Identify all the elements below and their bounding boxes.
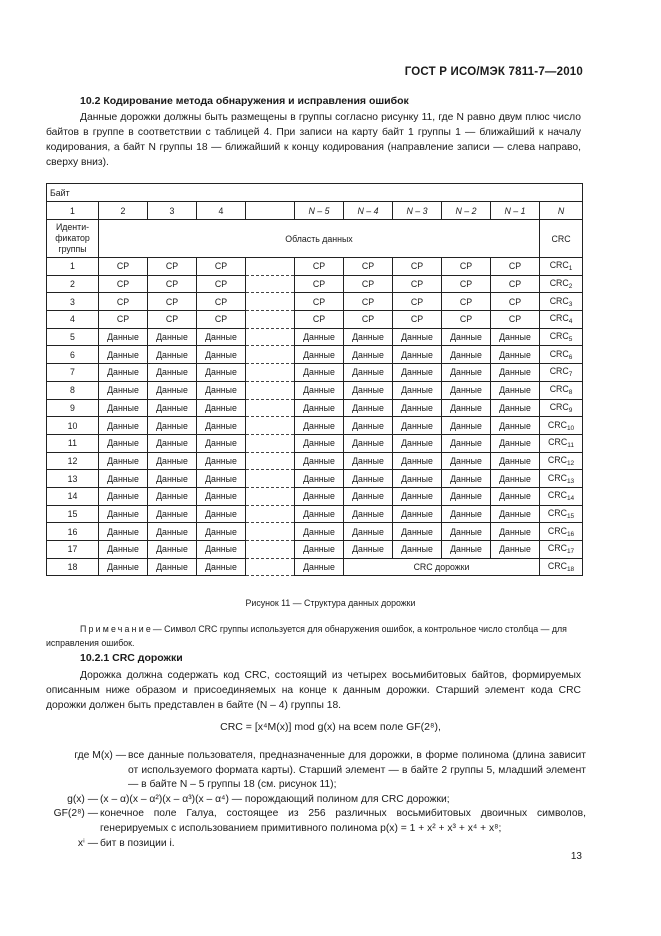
group-id: 4: [47, 311, 99, 329]
data-cell: CP: [197, 258, 246, 276]
gap-cell: [246, 434, 295, 452]
data-cell: Данные: [295, 364, 344, 382]
data-cell: Данные: [393, 487, 442, 505]
data-cell: CP: [393, 258, 442, 276]
crc-cell: $CRC_{16}$: [540, 523, 583, 541]
gap-cell: [246, 541, 295, 559]
table-row: [47, 258, 583, 276]
crc-subscript: 12: [566, 459, 575, 467]
data-cell: Данные: [197, 434, 246, 452]
definition-text: все данные пользователя, предназначенные для дорожки, в форме полинома (длина зависит от используемого формата карты). Старший элемент — в байте 2 группы 5, младший элемент — в байте N – 5 группы 18 (см. рисунок 11);: [128, 750, 586, 791]
data-cell: Данные: [491, 452, 540, 470]
column-header: N – 1: [491, 202, 540, 220]
group-id: 13: [47, 470, 99, 488]
data-cell: Данные: [99, 328, 148, 346]
data-cell: CP: [491, 275, 540, 293]
data-cell: Данные: [148, 417, 197, 435]
data-cell: CP: [295, 293, 344, 311]
data-cell: CP: [99, 275, 148, 293]
table-row: [47, 558, 583, 576]
byte-header: Байт: [47, 184, 583, 202]
data-cell: Данные: [344, 541, 393, 559]
data-cell: CP: [344, 275, 393, 293]
data-cell: CP: [442, 311, 491, 329]
group-id: 12: [47, 452, 99, 470]
gap-cell: [246, 470, 295, 488]
figure-note: Примечание— Символ CRC группы используется для обнаружения ошибок, а контрольное число столбца — для исправления ошибок.: [46, 624, 567, 648]
table-row: [47, 202, 583, 220]
crc-cell: $CRC_6$: [540, 346, 583, 364]
definition-item: [46, 837, 586, 852]
data-cell: Данные: [148, 487, 197, 505]
data-cell: Данные: [99, 541, 148, 559]
data-cell: CP: [295, 275, 344, 293]
data-cell: Данные: [99, 487, 148, 505]
gap-cell: [246, 417, 295, 435]
crc-cell: $CRC_4$: [540, 311, 583, 329]
data-cell: Данные: [442, 328, 491, 346]
group-id-header: Иденти- фикатор группы: [47, 220, 99, 258]
gap-cell: [246, 328, 295, 346]
data-cell: Данные: [491, 523, 540, 541]
group-id: 9: [47, 399, 99, 417]
data-cell: Данные: [99, 452, 148, 470]
data-cell: Данные: [344, 434, 393, 452]
data-cell: Данные: [491, 434, 540, 452]
data-cell: Данные: [491, 399, 540, 417]
gap-cell: [246, 346, 295, 364]
gap-cell: [246, 258, 295, 276]
data-cell: Данные: [344, 487, 393, 505]
data-cell: Данные: [197, 487, 246, 505]
data-cell: Данные: [491, 541, 540, 559]
column-header: N – 4: [344, 202, 393, 220]
gap-cell: [246, 364, 295, 382]
data-cell: CP: [442, 258, 491, 276]
crc-cell: $CRC_{12}$: [540, 452, 583, 470]
group-id: 3: [47, 293, 99, 311]
data-cell: Данные: [148, 523, 197, 541]
table-row: [47, 275, 583, 293]
data-cell: Данные: [491, 505, 540, 523]
column-header: 2: [99, 202, 148, 220]
crc-cell: $CRC_{14}$: [540, 487, 583, 505]
group-id: 15: [47, 505, 99, 523]
table-row: [47, 434, 583, 452]
data-cell: Данные: [344, 328, 393, 346]
data-cell: CP: [344, 293, 393, 311]
crc-subscript: 11: [567, 442, 574, 450]
data-cell: Данные: [491, 328, 540, 346]
definition-text: бит в позиции i.: [100, 837, 175, 849]
crc-subscript: 3: [568, 300, 573, 308]
data-cell: Данные: [344, 381, 393, 399]
crc-subscript: 2: [568, 283, 573, 291]
data-cell: Данные: [491, 417, 540, 435]
track-crc-cell: CRC дорожки: [344, 558, 540, 576]
data-cell: Данные: [295, 328, 344, 346]
data-cell: Данные: [442, 364, 491, 382]
document-id: ГОСТ Р ИСО/МЭК 7811-7—2010: [404, 66, 583, 78]
data-cell: Данные: [99, 346, 148, 364]
table-row: [47, 541, 583, 559]
gap-cell: [246, 558, 295, 576]
data-cell: Данные: [344, 470, 393, 488]
data-cell: Данные: [393, 541, 442, 559]
data-cell: Данные: [148, 505, 197, 523]
subsection-title: 10.2.1 CRC дорожки: [80, 652, 183, 664]
crc-subscript: 7: [568, 371, 573, 379]
data-cell: Данные: [393, 505, 442, 523]
group-id: 1: [47, 258, 99, 276]
data-cell: Данные: [393, 364, 442, 382]
crc-cell: $CRC_7$: [540, 364, 583, 382]
crc-cell: $CRC_8$: [540, 381, 583, 399]
data-cell: Данные: [442, 470, 491, 488]
data-cell: CP: [344, 258, 393, 276]
data-cell: Данные: [344, 399, 393, 417]
data-cell: Данные: [197, 417, 246, 435]
group-id: 14: [47, 487, 99, 505]
data-cell: CP: [393, 275, 442, 293]
group-id: 5: [47, 328, 99, 346]
gap-cell: [246, 293, 295, 311]
data-cell: Данные: [344, 523, 393, 541]
table-row: [47, 346, 583, 364]
definition-term: GF(2⁸) —: [53, 808, 98, 820]
table-row: [47, 417, 583, 435]
data-cell: Данные: [442, 487, 491, 505]
gap-cell: [246, 523, 295, 541]
data-cell: Данные: [99, 417, 148, 435]
data-cell: Данные: [442, 505, 491, 523]
data-cell: Данные: [344, 346, 393, 364]
table-row: [47, 470, 583, 488]
group-id: 10: [47, 417, 99, 435]
crc-subscript: 8: [568, 389, 573, 397]
data-cell: Данные: [344, 364, 393, 382]
crc-subscript: 13: [566, 477, 575, 485]
column-header: N – 5: [295, 202, 344, 220]
data-cell: CP: [344, 311, 393, 329]
data-cell: Данные: [197, 381, 246, 399]
data-cell: CP: [148, 258, 197, 276]
data-cell: Данные: [197, 505, 246, 523]
data-cell: Данные: [148, 541, 197, 559]
data-cell: CP: [99, 293, 148, 311]
group-id: 2: [47, 275, 99, 293]
data-cell: Данные: [148, 434, 197, 452]
data-cell: CP: [99, 311, 148, 329]
data-cell: Данные: [393, 328, 442, 346]
column-header: 1: [47, 202, 99, 220]
crc-cell: $CRC_{18}$: [540, 558, 583, 576]
crc-cell: $CRC_5$: [540, 328, 583, 346]
data-cell: Данные: [442, 434, 491, 452]
data-cell: Данные: [295, 381, 344, 399]
page-number: 13: [570, 851, 582, 862]
definition-term: xⁱ —: [77, 837, 98, 849]
data-cell: Данные: [99, 558, 148, 576]
crc-cell: $CRC_{17}$: [540, 541, 583, 559]
table-row: [47, 220, 583, 258]
data-cell: Данные: [442, 417, 491, 435]
crc-cell: $CRC_{11}$: [540, 434, 583, 452]
group-id: 11: [47, 434, 99, 452]
data-cell: Данные: [491, 346, 540, 364]
crc-subscript: 18: [566, 566, 575, 574]
track-structure-table: [46, 183, 583, 576]
data-cell: Данные: [393, 417, 442, 435]
group-id: 18: [47, 558, 99, 576]
group-id: 16: [47, 523, 99, 541]
data-cell: Данные: [393, 346, 442, 364]
data-cell: CP: [491, 311, 540, 329]
data-cell: Данные: [295, 399, 344, 417]
definition-item: [46, 793, 586, 808]
data-cell: Данные: [491, 487, 540, 505]
data-cell: Данные: [197, 346, 246, 364]
group-id: 8: [47, 381, 99, 399]
column-header: N: [540, 202, 583, 220]
data-cell: CP: [197, 275, 246, 293]
group-id: 6: [47, 346, 99, 364]
data-cell: Данные: [442, 523, 491, 541]
data-cell: Данные: [442, 399, 491, 417]
table-row: [47, 184, 583, 202]
data-cell: Данные: [148, 364, 197, 382]
crc-subscript: 10: [566, 424, 575, 432]
data-cell: CP: [99, 258, 148, 276]
gap-cell: [246, 487, 295, 505]
data-cell: Данные: [344, 452, 393, 470]
data-cell: Данные: [442, 541, 491, 559]
crc-subscript: 1: [568, 265, 573, 273]
intro-paragraph: Данные дорожки должны быть размещены в группы согласно рисунку 11, где N равно двум плюс число байтов в группе в соответствии с таблицей 4. При записи на карту байт 1 группы 1 — ближайший к началу кодирования, а байт N группы 18 — ближайший к концу кодирования (направление записи — слева направо, сверху вниз).: [46, 112, 581, 168]
definition-item: [46, 807, 586, 836]
data-area-label: Область данных: [99, 220, 540, 258]
crc-cell: $CRC_9$: [540, 399, 583, 417]
data-cell: CP: [442, 293, 491, 311]
data-cell: Данные: [99, 523, 148, 541]
data-cell: Данные: [491, 381, 540, 399]
data-cell: Данные: [295, 346, 344, 364]
definition-term: где M(x) —: [74, 750, 126, 761]
gap-cell: [246, 452, 295, 470]
data-cell: Данные: [442, 452, 491, 470]
crc-formula: CRC = [x⁴M(x)] mod g(x) на всем поле GF(2⁸),: [220, 721, 441, 733]
data-cell: Данные: [295, 523, 344, 541]
crc-header: CRC: [540, 220, 583, 258]
crc-subscript: 15: [566, 512, 575, 520]
data-cell: Данные: [393, 434, 442, 452]
column-header: [246, 202, 295, 220]
table-row: [47, 452, 583, 470]
data-cell: Данные: [442, 381, 491, 399]
data-cell: Данные: [99, 381, 148, 399]
data-cell: Данные: [148, 399, 197, 417]
crc-subscript: 5: [568, 336, 573, 344]
data-cell: CP: [393, 311, 442, 329]
data-cell: Данные: [295, 434, 344, 452]
data-cell: Данные: [99, 470, 148, 488]
data-cell: Данные: [148, 470, 197, 488]
table-row: [47, 505, 583, 523]
data-cell: CP: [148, 275, 197, 293]
data-cell: Данные: [148, 328, 197, 346]
table-row: [47, 381, 583, 399]
data-cell: Данные: [197, 541, 246, 559]
crc-cell: $CRC_{10}$: [540, 417, 583, 435]
data-cell: Данные: [393, 452, 442, 470]
data-cell: Данные: [295, 487, 344, 505]
table-row: [47, 399, 583, 417]
crc-cell: $CRC_{13}$: [540, 470, 583, 488]
table-row: [47, 328, 583, 346]
data-cell: CP: [491, 258, 540, 276]
data-cell: Данные: [393, 523, 442, 541]
crc-subscript: 14: [566, 495, 575, 503]
data-cell: Данные: [197, 523, 246, 541]
data-cell: Данные: [197, 452, 246, 470]
data-cell: CP: [295, 311, 344, 329]
definition-text: (x – α)(x – α²)(x – α³)(x – α⁴) — порождающий полином для CRC дорожки;: [100, 793, 450, 805]
data-cell: CP: [148, 293, 197, 311]
column-header: N – 3: [393, 202, 442, 220]
data-cell: Данные: [295, 417, 344, 435]
data-cell: Данные: [295, 558, 344, 576]
crc-subscript: 4: [568, 318, 573, 326]
gap-cell: [246, 399, 295, 417]
group-id: 7: [47, 364, 99, 382]
crc-cell: $CRC_1$: [540, 258, 583, 276]
table-row: [47, 311, 583, 329]
table-row: [47, 293, 583, 311]
data-cell: CP: [197, 311, 246, 329]
crc-cell: $CRC_3$: [540, 293, 583, 311]
data-cell: Данные: [393, 399, 442, 417]
data-cell: CP: [393, 293, 442, 311]
crc-cell: $CRC_{15}$: [540, 505, 583, 523]
data-cell: Данные: [442, 346, 491, 364]
data-cell: Данные: [99, 434, 148, 452]
section-title: 10.2 Кодирование метода обнаружения и исправления ошибок: [80, 95, 409, 107]
data-cell: Данные: [148, 558, 197, 576]
data-cell: Данные: [344, 417, 393, 435]
column-header: 3: [148, 202, 197, 220]
data-cell: Данные: [197, 328, 246, 346]
definition-text: конечное поле Галуа, состоящее из 256 различных восьмибитовых двоичных символов, генерируемых с использованием примитивного полинома p(x) = 1 + x² + x³ + x⁴ + x⁸;: [100, 808, 586, 834]
data-cell: CP: [197, 293, 246, 311]
definition-item: [46, 749, 586, 793]
data-cell: Данные: [491, 470, 540, 488]
data-cell: Данные: [148, 346, 197, 364]
data-cell: CP: [148, 311, 197, 329]
crc-subscript: 16: [566, 530, 575, 538]
crc-subscript: 6: [568, 353, 573, 361]
data-cell: Данные: [148, 381, 197, 399]
data-cell: Данные: [295, 541, 344, 559]
gap-cell: [246, 381, 295, 399]
data-cell: Данные: [197, 399, 246, 417]
column-header: N – 2: [442, 202, 491, 220]
gap-cell: [246, 275, 295, 293]
data-cell: CP: [295, 258, 344, 276]
figure-caption: Рисунок 11 — Структура данных дорожки: [245, 598, 416, 608]
data-cell: Данные: [197, 558, 246, 576]
table-row: [47, 487, 583, 505]
crc-cell: $CRC_2$: [540, 275, 583, 293]
data-cell: Данные: [99, 399, 148, 417]
definitions-list: [46, 749, 586, 851]
data-cell: Данные: [491, 364, 540, 382]
group-id: 17: [47, 541, 99, 559]
data-cell: Данные: [295, 470, 344, 488]
data-cell: Данные: [393, 470, 442, 488]
data-cell: Данные: [99, 505, 148, 523]
crc-paragraph: Дорожка должна содержать код CRC, состоящий из четырех восьмибитовых байтов, формируемых описанным ниже образом и присоединяемых на конце к данным дорожки. Старший элемент кода CRC дорожки должен быть представлен в байте (N – 4) группы 18.: [46, 670, 581, 711]
table-row: [47, 523, 583, 541]
data-cell: Данные: [148, 452, 197, 470]
data-cell: Данные: [295, 452, 344, 470]
data-cell: CP: [491, 293, 540, 311]
data-cell: CP: [442, 275, 491, 293]
data-cell: Данные: [393, 381, 442, 399]
gap-cell: [246, 505, 295, 523]
table-row: [47, 364, 583, 382]
data-cell: Данные: [197, 470, 246, 488]
gap-cell: [246, 311, 295, 329]
column-header: 4: [197, 202, 246, 220]
data-cell: Данные: [295, 505, 344, 523]
definition-term: g(x) —: [67, 793, 98, 805]
data-cell: Данные: [344, 505, 393, 523]
data-cell: Данные: [99, 364, 148, 382]
crc-subscript: 9: [568, 406, 573, 414]
crc-subscript: 17: [566, 548, 575, 556]
data-cell: Данные: [197, 364, 246, 382]
